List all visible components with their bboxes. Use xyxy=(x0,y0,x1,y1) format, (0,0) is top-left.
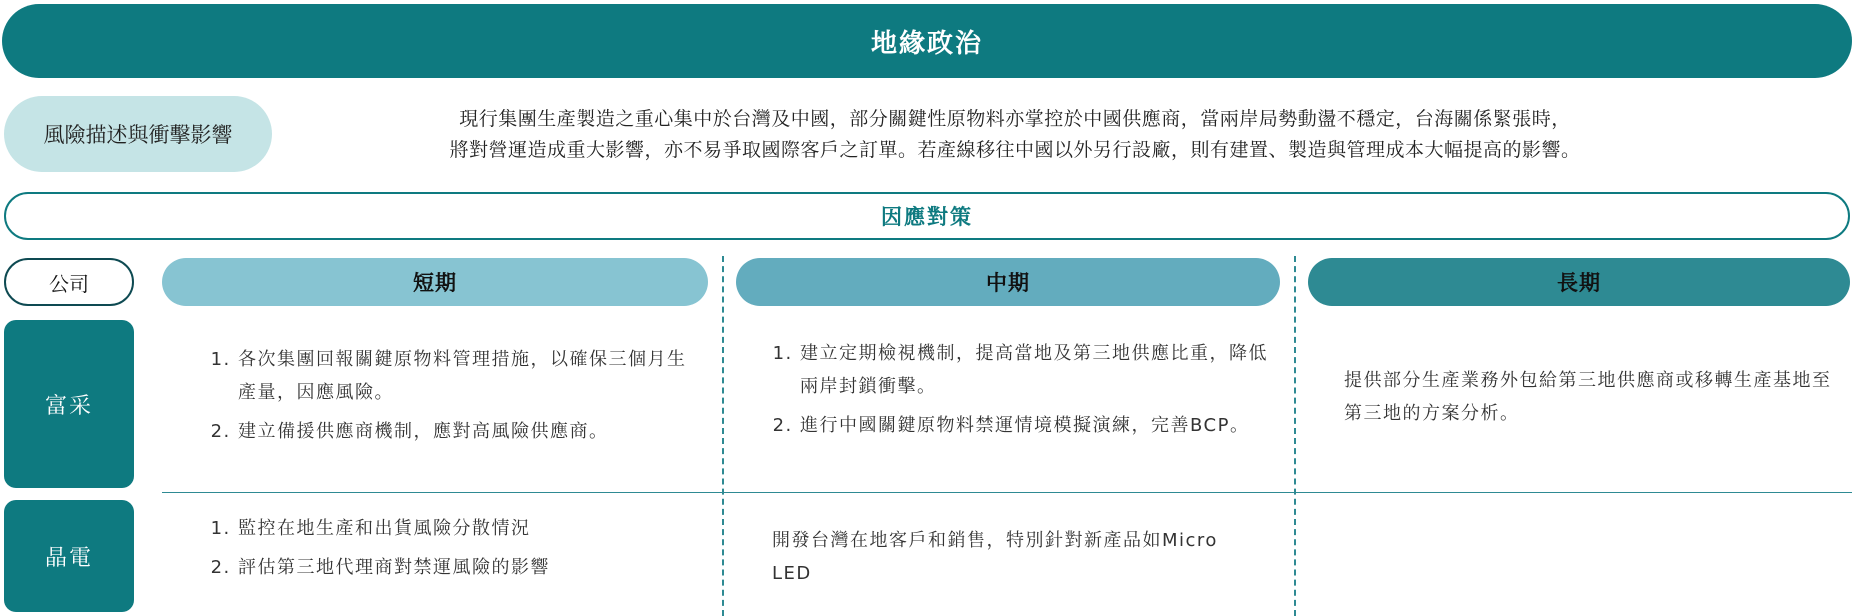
mid-term-header: 中期 xyxy=(736,258,1280,306)
list-item: 2. 評估第三地代理商對禁運風險的影響 xyxy=(238,551,692,584)
risk-description xyxy=(330,104,1700,166)
fucai-short-term-list xyxy=(212,343,692,448)
short-term-header: 短期 xyxy=(162,258,708,306)
fucai-long-term-cell xyxy=(1344,364,1834,430)
risk-label: 風險描述與衝擊影響 xyxy=(4,96,272,172)
company-jingdian: 晶電 xyxy=(4,500,134,612)
page-title: 地緣政治 xyxy=(2,4,1852,78)
row-divider xyxy=(162,492,1852,493)
fucai-mid-term-list xyxy=(774,337,1268,442)
jingdian-short-term-list xyxy=(212,512,692,584)
company-column-header: 公司 xyxy=(4,258,134,306)
long-term-header: 長期 xyxy=(1308,258,1850,306)
column-divider xyxy=(722,256,724,616)
risk-description-line-2: 將對營運造成重大影響，亦不易爭取國際客戶之訂單。若產線移往中國以外另行設廠，則有建置、製造與管理成本大幅提高的影響。 xyxy=(449,139,1581,161)
company-fucai: 富采 xyxy=(4,320,134,488)
column-divider xyxy=(1294,256,1296,616)
countermeasures-header: 因應對策 xyxy=(4,192,1850,240)
list-item: 2. 進行中國關鍵原物料禁運情境模擬演練，完善BCP。 xyxy=(800,409,1268,442)
fucai-short-term-cell xyxy=(212,343,692,454)
list-item: 1. 各次集團回報關鍵原物料管理措施，以確保三個月生產量，因應風險。 xyxy=(238,343,692,409)
fucai-long-term-text: 提供部分生產業務外包給第三地供應商或移轉生產基地至第三地的方案分析。 xyxy=(1344,370,1832,424)
risk-description-line-1: 現行集團生產製造之重心集中於台灣及中國，部分關鍵性原物料亦掌控於中國供應商，當兩岸局勢動盪不穩定，台海關係緊張時， xyxy=(459,108,1571,130)
fucai-mid-term-cell xyxy=(774,337,1268,448)
list-item: 1. 建立定期檢視機制，提高當地及第三地供應比重，降低兩岸封鎖衝擊。 xyxy=(800,337,1268,403)
list-item: 1. 監控在地生產和出貨風險分散情況 xyxy=(238,512,692,545)
jingdian-mid-term-cell xyxy=(772,524,1262,590)
jingdian-short-term-cell xyxy=(212,512,692,590)
jingdian-mid-term-text: 開發台灣在地客戶和銷售，特別針對新產品如Micro LED xyxy=(772,530,1218,584)
list-item: 2. 建立備援供應商機制，應對高風險供應商。 xyxy=(238,415,692,448)
